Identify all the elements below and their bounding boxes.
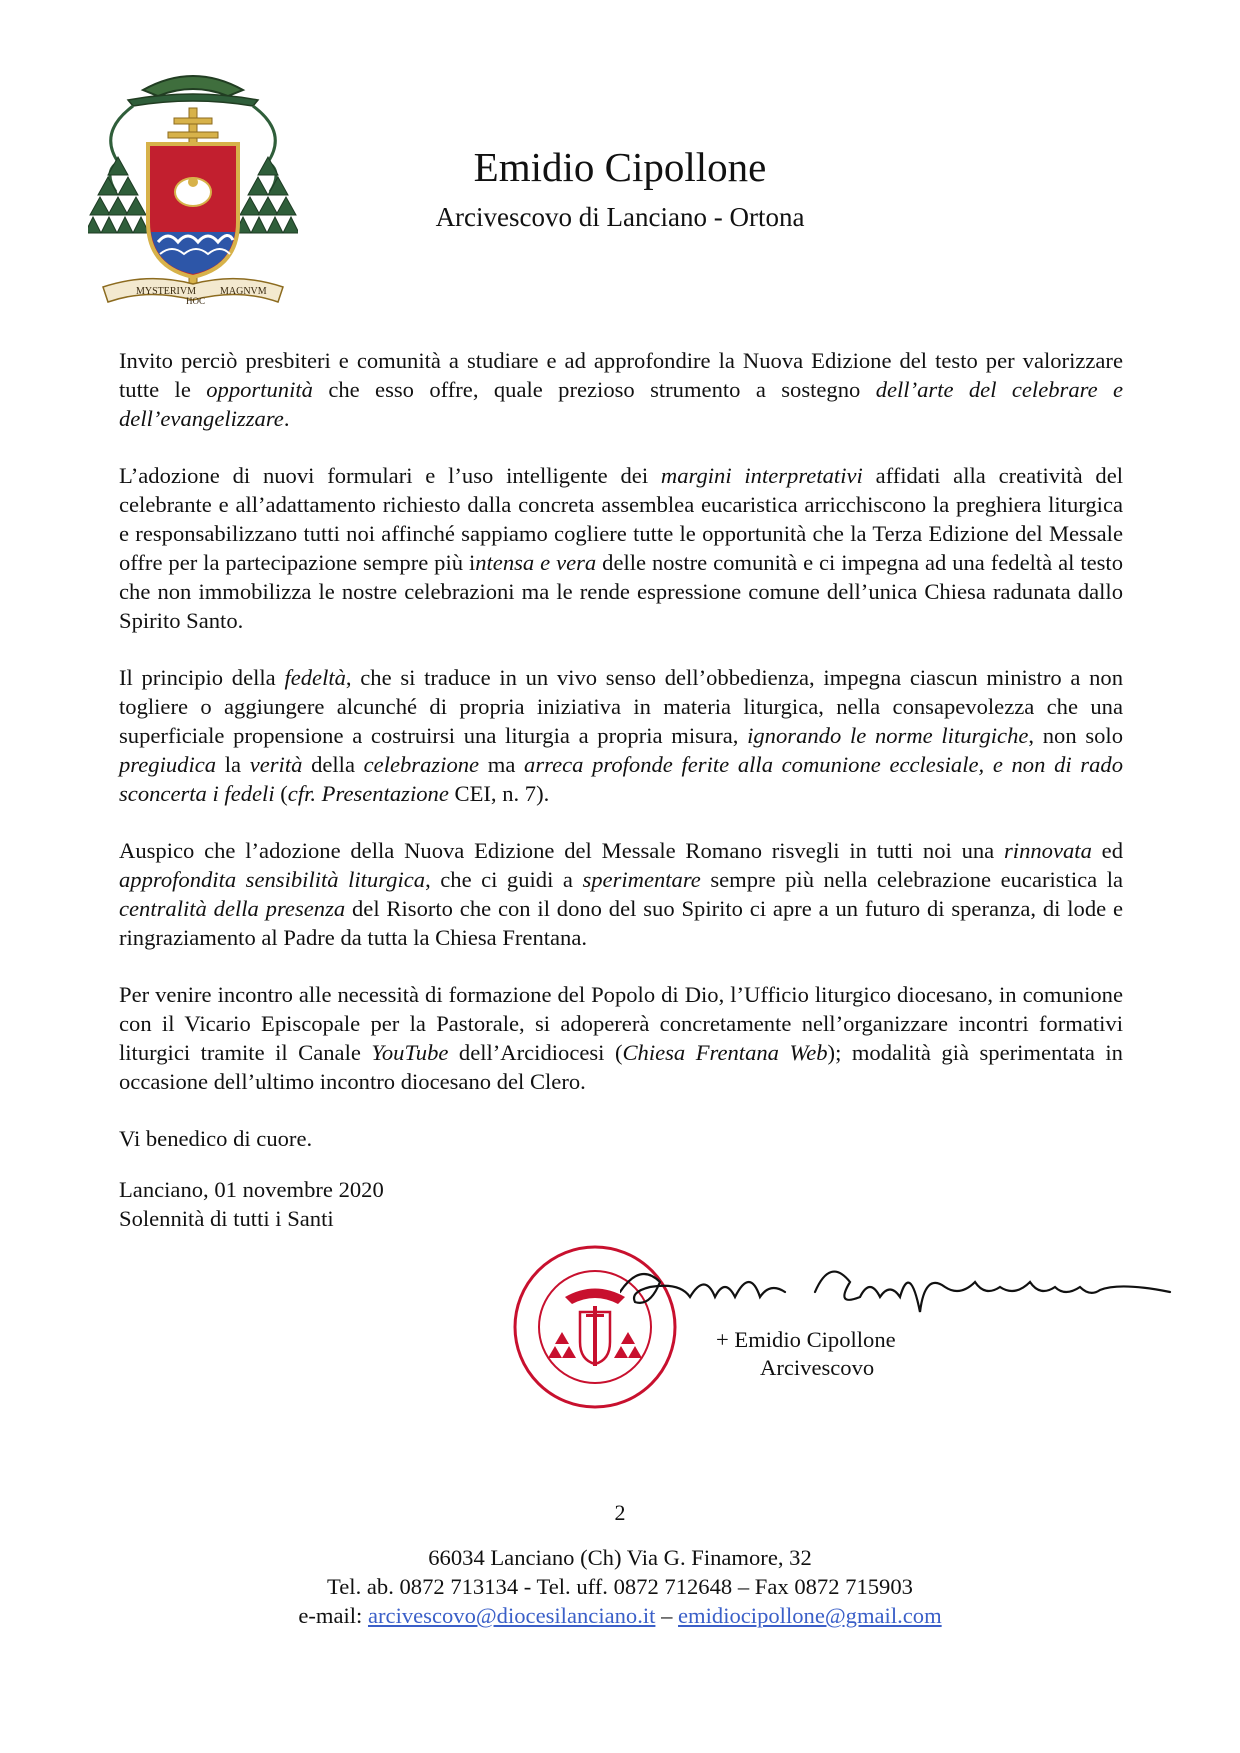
author-title: Arcivescovo di Lanciano - Ortona [435, 202, 805, 232]
text-run: , che si traduce in un vivo senso dell’obbedienza, impegna ciascun ministro a non togliere o aggiungere alcunché di propria iniziativa in materia liturgica, nella consapevolezza che una superficiale propensione a costruirsi una liturgia a propria misura, [119, 665, 1124, 748]
text-run: la [216, 752, 250, 777]
emphasis-text: fedeltà [284, 665, 346, 690]
emphasis-text: approfondita sensibilità liturgica [119, 867, 426, 892]
date-block [119, 1175, 1123, 1233]
blessing-line: Vi benedico di cuore. [119, 1126, 313, 1151]
paragraph [119, 461, 1123, 635]
footer-address: 66034 Lanciano (Ch) Via G. Finamore, 32 [428, 1545, 812, 1570]
emphasis-text: pregiudica [119, 752, 217, 777]
paragraph [119, 346, 1123, 433]
text-run: sempre più nella celebrazione eucaristica la [700, 867, 1123, 892]
feast-line: Solennità di tutti i Santi [119, 1206, 334, 1231]
email-separator: – [655, 1603, 679, 1628]
paragraph [119, 663, 1123, 808]
text-run: ); modalità già sperimentata in occasione dell’ultimo incontro diocesano del Clero. [119, 1040, 1123, 1094]
motto-text-2: HOC [186, 296, 206, 306]
emphasis-text: margini interpretativi [660, 463, 863, 488]
handwritten-signature [620, 1252, 1180, 1332]
text-run: L’adozione di nuovi formulari e l’uso intelligente dei [119, 463, 661, 488]
emphasis-text: ignorando le norme liturgiche [747, 723, 1029, 748]
emphasis-text: rinnovata [1004, 838, 1092, 863]
emphasis-text: verità [249, 752, 303, 777]
author-name: Emidio Cipollone [473, 144, 767, 190]
signatory-name: + Emidio Cipollone [716, 1327, 896, 1352]
emphasis-text: opportunità [206, 377, 313, 402]
emphasis-text: sperimentare [582, 867, 701, 892]
emphasis-text: arreca profonde ferite alla comunione ecclesiale, e non di rado sconcerta i fedeli [119, 752, 1123, 806]
emphasis-text: celebrazione [363, 752, 480, 777]
signatory-role: Arcivescovo [760, 1355, 875, 1380]
paragraph [119, 836, 1123, 952]
date-line: Lanciano, 01 novembre 2020 [119, 1177, 384, 1202]
text-run: che esso offre, quale prezioso strumento a sostegno [312, 377, 876, 402]
text-run: Auspico che l’adozione della Nuova Edizione del Messale Romano risvegli in tutti noi una [119, 838, 1004, 863]
text-run: CEI, n. 7). [448, 781, 550, 806]
text-run: dell’Arcidiocesi ( [448, 1040, 623, 1065]
footer [0, 1543, 1240, 1630]
text-run: , non solo [1028, 723, 1124, 748]
text-run: , che ci guidi a [425, 867, 583, 892]
emphasis-text: cfr. Presentazione [287, 781, 449, 806]
emphasis-text: ntensa e vera [475, 550, 597, 575]
emphasis-text: YouTube [371, 1040, 449, 1065]
email-link-personal[interactable]: emidiocipollone@gmail.com [678, 1603, 942, 1628]
text-run: Invito perciò presbiteri e comunità a studiare e ad approfondire la Nuova Edizione del testo per valorizzare tutte le [119, 348, 1123, 402]
text-run: ma [479, 752, 525, 777]
letter-body [119, 346, 1123, 1233]
text-run: del Risorto che con il dono del suo Spirito ci apre a un futuro di speranza, di lode e ringraziamento al Padre da tutta la Chiesa Frentana. [119, 896, 1123, 950]
paragraph [119, 980, 1123, 1096]
text-run: delle nostre comunità e ci impegna ad una fedeltà al testo che non immobilizza le nostre celebrazioni ma le rende espressione comune dell’unica Chiesa radunata dallo Spirito Santo. [119, 550, 1123, 633]
motto-text-1: MYSTERIVM [136, 286, 197, 297]
footer-email-line [0, 1601, 1240, 1630]
footer-phones: Tel. ab. 0872 713134 - Tel. uff. 0872 712648 – Fax 0872 715903 [327, 1574, 913, 1599]
email-link-archbishop[interactable]: arcivescovo@diocesilanciano.it [367, 1603, 656, 1628]
page-number: 2 [614, 1500, 626, 1525]
text-run: ed [1091, 838, 1123, 863]
text-run: Per venire incontro alle necessità di formazione del Popolo di Dio, l’Ufficio liturgico diocesano, in comunione con il Vicario Episcopale per la Pastorale, si adopererà concretamente nell’organizzare incontri formativi liturgici tramite il Canale [119, 982, 1123, 1065]
text-run: affidati alla creatività del celebrante e all’adattamento richiesto dalla concreta assemblea eucaristica arricchiscono la preghiera liturgica e responsabilizzano tutti noi affinché sappiamo cogliere tutte le opportunità che la Terza Edizione del Messale offre per la partecipazione sempre più i [119, 463, 1123, 575]
text-run: . [283, 406, 290, 431]
text-run: Il principio della [119, 665, 285, 690]
signature-area [510, 1242, 1210, 1402]
emphasis-text: dell’arte del celebrare e dell’evangelizzare [119, 377, 1124, 431]
motto-text-3: MAGNVM [220, 286, 267, 297]
email-label: e-mail: [298, 1603, 368, 1628]
emphasis-text: Chiesa Frentana Web [622, 1040, 828, 1065]
emphasis-text: centralità della presenza [119, 896, 346, 921]
text-run: ( [274, 781, 288, 806]
text-run: della [302, 752, 364, 777]
